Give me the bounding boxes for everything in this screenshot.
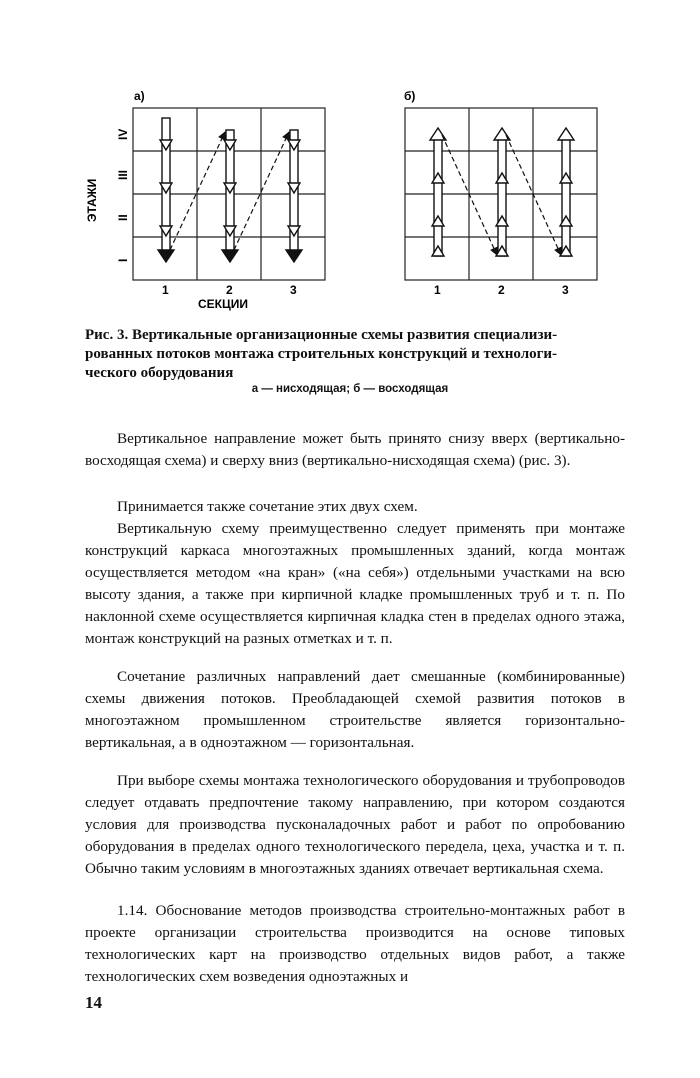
section-a-2: 2 [226, 283, 233, 297]
paragraph-1: Вертикальное направление может быть принято снизу вверх (вертикально-восходящая схема) и сверху вниз (вертикально-нисходящая схема) (рис. 3). [85, 430, 625, 469]
caption-legend: а — нисходящая; б — восходящая [251, 383, 449, 395]
caption-line-1: Рис. 3. Вертикальные организационные схемы развития специализи- [85, 327, 558, 343]
x-axis-label: СЕКЦИИ [198, 297, 249, 311]
panel-a-flows [158, 118, 302, 262]
y-axis-label: ЭТАЖИ [85, 178, 99, 222]
section-b-2: 2 [498, 283, 505, 297]
floor-label-3: III [116, 169, 130, 180]
paragraph-4: Сочетание различных направлений дает смешанные (комбинированные) схемы движения потоков. Преобладающей схемой развития потоков в многоэтажном промышленном строительстве является горизонтально-вертикальная, а в одноэтажном — горизонтальная. [85, 668, 625, 751]
paragraph-3: Вертикальную схему преимущественно следует применять при монтаже конструкций каркаса многоэтажных промышленных зданий, когда монтаж осуществляется методом «на кран» («на себя») отдельными участками на всю высоту здания, а также при кирпичной кладке промышленных труб и т. п. По наклонной схеме осуществляется кирпичная кладка стен в пределах одного этажа, монтаж конструкций на разных отметках и т. п. [85, 520, 625, 647]
floor-label-4: IV [116, 128, 130, 140]
section-b-3: 3 [562, 283, 569, 297]
section-a-1: 1 [162, 283, 169, 297]
section-a-3: 3 [290, 283, 297, 297]
caption-line-3: ческого оборудования [85, 365, 234, 381]
paragraph-6: 1.14. Обоснование методов производства строительно-монтажных работ в проекте организации строительства производится на основе типовых технологических карт на производство отдельных видов работ, а также технологических схем возведения одноэтажных и [85, 902, 625, 985]
section-b-1: 1 [434, 283, 441, 297]
paragraph-5: При выборе схемы монтажа технологического оборудования и трубопроводов следует отдавать предпочтение такому направлению, при котором создаются условия для производства пусконаладочных работ и работ по опробованию оборудования в пределах одного технологического передела, цеха, участка и т. п. Обычно таким условиям в многоэтажных зданиях отвечает вертикальная схема. [85, 772, 625, 877]
floor-label-1: I [116, 258, 130, 262]
caption-line-2: рованных потоков монтажа строительных конструкций и технологи- [85, 346, 558, 362]
panel-b-label: б) [404, 89, 416, 103]
figure-caption [85, 326, 625, 383]
paragraph-2: Принимается также сочетание этих двух схем. [117, 498, 418, 515]
figure-3 [0, 0, 700, 320]
page-number: 14 [85, 993, 102, 1012]
floor-label-2: II [116, 214, 130, 221]
panel-a-label: а) [134, 89, 145, 103]
